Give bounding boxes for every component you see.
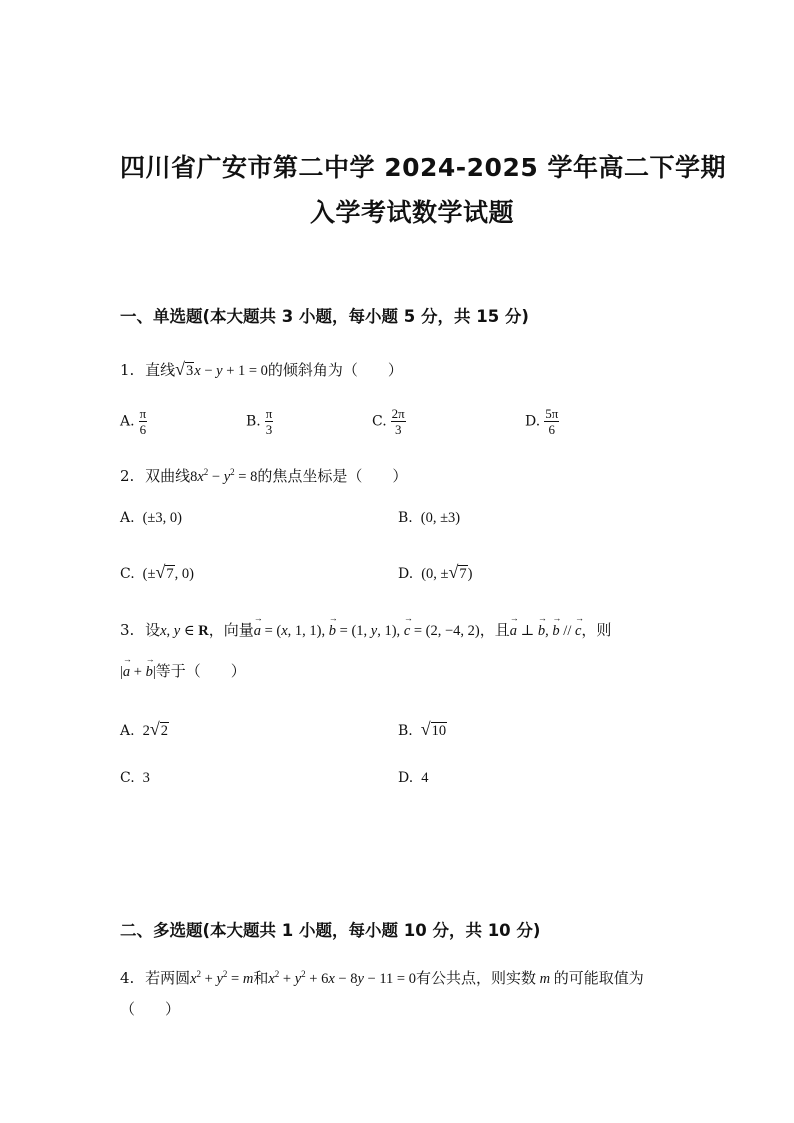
option-label: B. — [246, 413, 261, 430]
q3-option-a[interactable] — [120, 719, 169, 740]
question-text-then: ，则 — [581, 621, 612, 639]
option-value: (±3, 0) — [142, 510, 182, 526]
option-label: B. — [398, 723, 413, 739]
fraction: $\frac{\pi}{6}$ — [139, 406, 147, 437]
question-text-end: 的焦点坐标是（ ） — [257, 467, 408, 485]
question-number: 1. — [120, 361, 135, 379]
q3-option-b[interactable] — [398, 719, 447, 740]
q2-option-a[interactable] — [120, 510, 182, 527]
question-text-end: 等于（ ） — [155, 662, 246, 680]
question-text-vector: ，向量 — [208, 621, 254, 639]
option-value: 4 — [421, 770, 429, 786]
q3-option-d[interactable] — [398, 770, 428, 787]
question-text: 设 — [145, 621, 161, 639]
question-number: 4. — [120, 969, 135, 987]
question-number: 3. — [120, 621, 135, 639]
q1-option-c[interactable] — [372, 407, 406, 436]
question-3 — [120, 619, 611, 640]
fraction: $\frac{\pi}{3}$ — [265, 406, 273, 437]
option-value: (±√7, 0) — [142, 562, 194, 582]
section-heading-single-choice: 一、单选题(本大题共 3 小题，每小题 5 分，共 15 分) — [120, 307, 529, 326]
q2-option-d[interactable] — [398, 562, 472, 583]
question-2 — [120, 465, 407, 486]
q2-option-b[interactable] — [398, 510, 460, 527]
option-label: C. — [120, 770, 135, 786]
q1-option-d[interactable] — [525, 407, 559, 436]
math-vectors: → a = (x, 1, 1), → b = (1, y, 1), → c = (2, −4, 2) — [254, 623, 480, 639]
option-label: C. — [372, 413, 387, 430]
question-4-answer-bracket: （ ） — [120, 1000, 181, 1018]
option-label: A. — [120, 510, 135, 526]
fraction: $\frac{2\pi}{3}$ — [391, 406, 405, 437]
math-hyperbola-equation: $8x^2 - y^2 = 8$ — [190, 467, 258, 485]
option-label: D. — [398, 770, 414, 786]
question-text: 双曲线 — [145, 467, 191, 485]
option-value: 2√2 — [142, 719, 168, 739]
question-3-line-2 — [120, 660, 246, 681]
option-label: D. — [398, 566, 414, 582]
option-label: A. — [120, 723, 135, 739]
question-number: 2. — [120, 467, 135, 485]
math-m: m — [536, 971, 554, 987]
option-value: 3 — [142, 770, 150, 786]
question-text-end: 的可能取值为 — [553, 969, 644, 987]
question-text-condition: ，且 — [479, 621, 510, 639]
option-value: √10 — [420, 719, 447, 739]
q3-option-c[interactable] — [120, 770, 150, 787]
option-label: A. — [120, 413, 135, 430]
question-text-common: 有公共点，则实数 — [416, 969, 537, 987]
q1-option-b[interactable] — [246, 407, 273, 436]
math-line-equation: √3x − y + 1 = 0 — [175, 359, 268, 379]
title-line-2: 入学考试数学试题 — [310, 198, 515, 227]
option-label: D. — [525, 413, 541, 430]
option-value: (0, ±√7) — [421, 562, 473, 582]
question-text-end: 的倾斜角为（ ） — [267, 361, 403, 379]
question-text: 直线 — [145, 361, 176, 379]
fraction: $\frac{5\pi}{6}$ — [545, 406, 559, 437]
option-value: (0, ±3) — [420, 510, 461, 526]
q1-option-a[interactable] — [120, 407, 147, 436]
section-heading-multiple-choice: 二、多选题(本大题共 1 小题，每小题 10 分，共 10 分) — [120, 921, 541, 940]
math-conditions: → a ⊥ → b, → b // → c — [510, 623, 582, 639]
question-4 — [120, 967, 644, 988]
option-label: B. — [398, 510, 413, 526]
q2-option-c[interactable] — [120, 562, 194, 583]
math-magnitude: |→ a + → b| — [120, 664, 156, 680]
option-label: C. — [120, 566, 135, 582]
math-circle-1: $x^2 + y^2 = m$ — [190, 969, 254, 987]
question-1 — [120, 359, 403, 380]
title-line-1: 四川省广安市第二中学 2024-2025 学年高二下学期 — [120, 153, 726, 182]
question-text-and: 和 — [253, 969, 269, 987]
question-text: 若两圆 — [145, 969, 191, 987]
math-circle-2: $x^2 + y^2 + 6x - 8y - 11 = 0$ — [268, 969, 416, 987]
math-variables: x, y ∈ R — [160, 623, 209, 639]
